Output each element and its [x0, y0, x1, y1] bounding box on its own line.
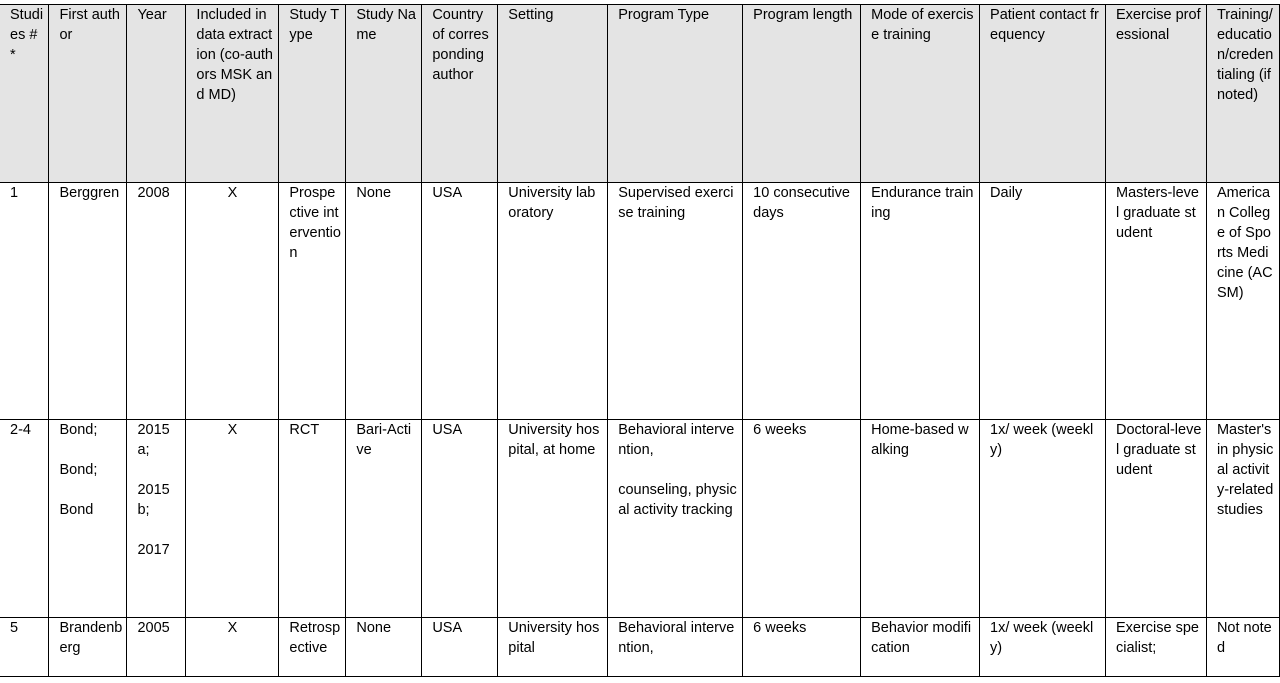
- cell-country: USA: [422, 420, 498, 618]
- cell-contact-frequency: 1x/ week (weekly): [980, 420, 1106, 618]
- cell-study-name: None: [346, 618, 422, 677]
- header-cell-program-type: Program Type: [608, 5, 743, 183]
- header-cell-year: Year: [127, 5, 186, 183]
- header-cell-contact-frequency: Patient contact frequency: [980, 5, 1106, 183]
- cell-program-length: 6 weeks: [743, 420, 861, 618]
- header-cell-study-name: Study Name: [346, 5, 422, 183]
- header-cell-exercise-professional: Exercise professional: [1105, 5, 1206, 183]
- table-header-row: [0, 5, 1280, 183]
- header-cell-included: Included in data extraction (co-authors MSK and MD): [186, 5, 279, 183]
- cell-program-type: Supervised exercise training: [608, 183, 743, 420]
- cell-first-author: Brandenberg: [49, 618, 127, 677]
- cell-studies: 1: [0, 183, 49, 420]
- cell-exercise-professional: Doctoral-level graduate student: [1105, 420, 1206, 618]
- cell-study-name: None: [346, 183, 422, 420]
- cell-setting: University hospital, at home: [498, 420, 608, 618]
- cell-included: X: [186, 420, 279, 618]
- cell-year: 2005: [127, 618, 186, 677]
- cell-study-type: Retrospective: [279, 618, 346, 677]
- header-cell-training: Training/education/credentialing (if noted): [1206, 5, 1279, 183]
- cell-study-type: Prospective intervention: [279, 183, 346, 420]
- cell-country: USA: [422, 183, 498, 420]
- cell-studies: 2-4: [0, 420, 49, 618]
- cell-year: 2008: [127, 183, 186, 420]
- cell-exercise-professional: Masters-level graduate student: [1105, 183, 1206, 420]
- cell-studies: 5: [0, 618, 49, 677]
- cell-mode: Endurance training: [861, 183, 980, 420]
- cell-included: X: [186, 183, 279, 420]
- table-row: [0, 618, 1280, 677]
- table-row: [0, 420, 1280, 618]
- cell-program-type: Behavioral intervention, counseling, physical activity tracking: [608, 420, 743, 618]
- cell-mode: Home-based walking: [861, 420, 980, 618]
- cell-exercise-professional: Exercise specialist;: [1105, 618, 1206, 677]
- header-cell-study-type: Study Type: [279, 5, 346, 183]
- cell-training: Not noted: [1206, 618, 1279, 677]
- table-row: [0, 183, 1280, 420]
- cell-first-author: Bond; Bond; Bond: [49, 420, 127, 618]
- cell-setting: University hospital: [498, 618, 608, 677]
- cell-study-name: Bari-Active: [346, 420, 422, 618]
- cell-mode: Behavior modification: [861, 618, 980, 677]
- cell-study-type: RCT: [279, 420, 346, 618]
- cell-program-type: Behavioral intervention,: [608, 618, 743, 677]
- header-cell-studies: Studies # *: [0, 5, 49, 183]
- header-cell-mode: Mode of exercise training: [861, 5, 980, 183]
- studies-table: [0, 4, 1280, 677]
- header-cell-country: Country of corresponding author: [422, 5, 498, 183]
- header-cell-program-length: Program length: [743, 5, 861, 183]
- cell-first-author: Berggren: [49, 183, 127, 420]
- cell-training: American College of Sports Medicine (ACSM): [1206, 183, 1279, 420]
- cell-training: Master's in physical activity-related studies: [1206, 420, 1279, 618]
- cell-contact-frequency: Daily: [980, 183, 1106, 420]
- cell-contact-frequency: 1x/ week (weekly): [980, 618, 1106, 677]
- cell-program-length: 6 weeks: [743, 618, 861, 677]
- header-cell-setting: Setting: [498, 5, 608, 183]
- cell-setting: University laboratory: [498, 183, 608, 420]
- cell-program-length: 10 consecutive days: [743, 183, 861, 420]
- cell-year: 2015a; 2015b; 2017: [127, 420, 186, 618]
- header-cell-first-author: First author: [49, 5, 127, 183]
- cell-included: X: [186, 618, 279, 677]
- cell-country: USA: [422, 618, 498, 677]
